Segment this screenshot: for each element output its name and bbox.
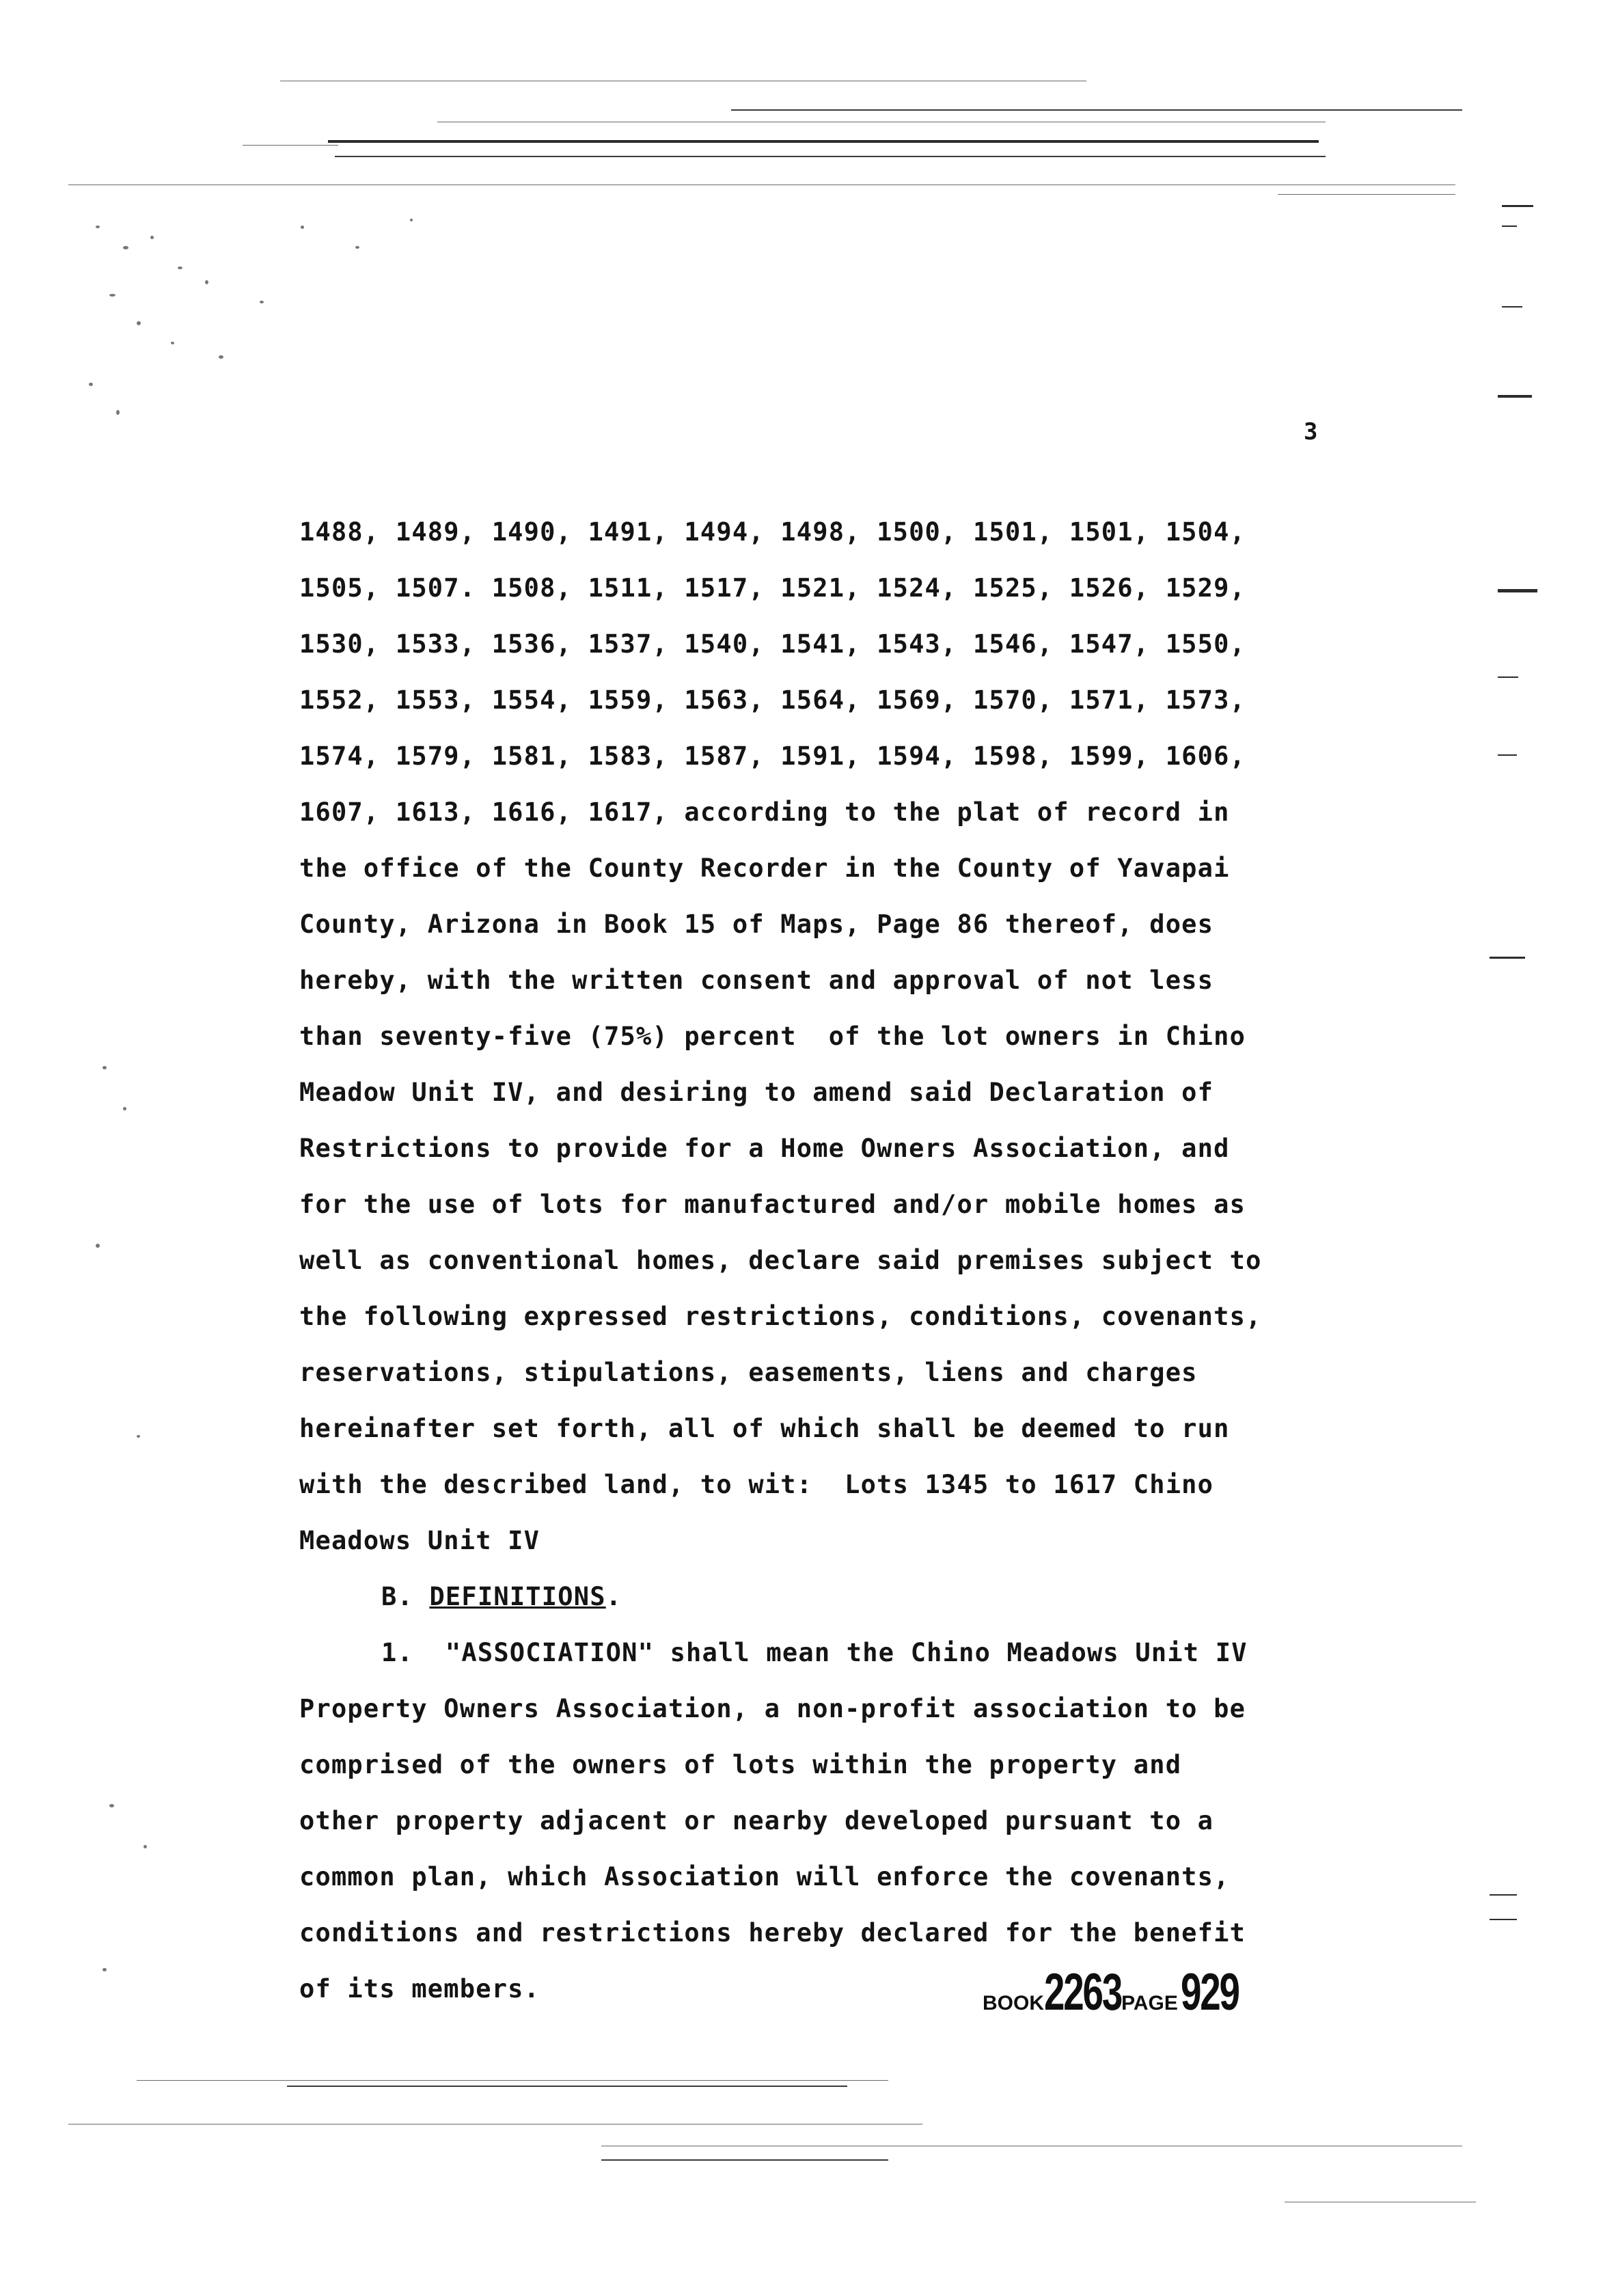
scan-rule bbox=[1278, 194, 1455, 195]
text-line: 1552, 1553, 1554, 1559, 1563, 1564, 1569, 1570, 1571, 1573, bbox=[299, 685, 1246, 715]
scan-speckle bbox=[89, 383, 93, 386]
body-text bbox=[299, 504, 1365, 2017]
definition-line: conditions and restrictions hereby declared for the benefit bbox=[299, 1918, 1246, 1948]
scan-speckle bbox=[116, 410, 120, 415]
definition-line: of its members. bbox=[299, 1974, 540, 2004]
scan-speckle bbox=[205, 280, 208, 284]
text-line: County, Arizona in Book 15 of Maps, Page 86 thereof, does bbox=[299, 910, 1214, 939]
section-trailing: . bbox=[605, 1582, 622, 1611]
book-page-stamp bbox=[983, 1963, 1261, 2022]
scan-speckle bbox=[143, 1845, 147, 1848]
text-line: 1574, 1579, 1581, 1583, 1587, 1591, 1594, 1598, 1599, 1606, bbox=[299, 741, 1246, 771]
scan-speckle bbox=[137, 1435, 140, 1438]
text-line: with the described land, to wit: Lots 1345 to 1617 Chino bbox=[299, 1470, 1214, 1499]
scan-mark bbox=[1490, 957, 1525, 959]
scan-rule bbox=[137, 2080, 888, 2081]
scan-speckle bbox=[123, 246, 128, 249]
text-line: Meadow Unit IV, and desiring to amend said Declaration of bbox=[299, 1078, 1214, 1107]
scan-speckle bbox=[123, 1107, 126, 1110]
definition-line: other property adjacent or nearby developed pursuant to a bbox=[299, 1806, 1214, 1835]
scan-speckle bbox=[102, 1066, 107, 1069]
section-letter: B. bbox=[381, 1582, 413, 1611]
scan-mark bbox=[1502, 226, 1517, 227]
definition-line: 1. "ASSOCIATION" shall mean the Chino Meadows Unit IV bbox=[381, 1638, 1248, 1667]
book-label: BOOK bbox=[983, 1992, 1044, 2014]
section-label: DEFINITIONS bbox=[429, 1582, 606, 1611]
text-line: 1530, 1533, 1536, 1537, 1540, 1541, 1543, 1546, 1547, 1550, bbox=[299, 629, 1246, 659]
scan-mark bbox=[1502, 306, 1522, 308]
scan-speckle bbox=[96, 226, 100, 228]
section-heading bbox=[299, 1569, 1365, 1625]
text-line: the following expressed restrictions, conditions, covenants, bbox=[299, 1302, 1262, 1331]
scan-mark bbox=[1498, 589, 1537, 592]
scan-speckle bbox=[260, 301, 264, 303]
text-line: well as conventional homes, declare said premises subject to bbox=[299, 1246, 1262, 1275]
scan-speckle bbox=[150, 236, 154, 239]
scan-rule bbox=[335, 156, 1326, 157]
page-stamp-number: 929 bbox=[1180, 1963, 1239, 2021]
text-line: 1607, 1613, 1616, 1617, according to the plat of record in bbox=[299, 797, 1230, 827]
scan-rule bbox=[601, 2159, 888, 2161]
text-line: for the use of lots for manufactured and/or mobile homes as bbox=[299, 1190, 1246, 1219]
scan-speckle bbox=[219, 355, 223, 359]
text-line: 1488, 1489, 1490, 1491, 1494, 1498, 1500, 1501, 1501, 1504, bbox=[299, 517, 1246, 547]
scan-speckle bbox=[410, 219, 413, 221]
scan-mark bbox=[1498, 676, 1518, 678]
scan-speckle bbox=[109, 1804, 114, 1807]
scan-mark bbox=[1490, 1919, 1517, 1920]
scan-speckle bbox=[102, 1968, 107, 1971]
scan-speckle bbox=[355, 246, 359, 249]
scan-rule bbox=[68, 184, 1455, 185]
definition-line: Property Owners Association, a non-profit association to be bbox=[299, 1694, 1246, 1723]
scan-speckle bbox=[137, 321, 141, 325]
scan-rule bbox=[328, 140, 1319, 143]
scan-mark bbox=[1498, 754, 1517, 756]
scan-mark bbox=[1498, 395, 1532, 398]
scan-mark bbox=[1502, 205, 1533, 207]
scan-rule bbox=[287, 2086, 847, 2087]
text-line: hereinafter set forth, all of which shall be deemed to run bbox=[299, 1414, 1230, 1443]
scan-speckle bbox=[109, 294, 115, 297]
scan-speckle bbox=[301, 226, 304, 229]
text-line: hereby, with the written consent and approval of not less bbox=[299, 966, 1214, 995]
definition-line: common plan, which Association will enforce the covenants, bbox=[299, 1862, 1230, 1891]
text-line: Restrictions to provide for a Home Owners Association, and bbox=[299, 1134, 1230, 1163]
scan-rule bbox=[243, 145, 338, 146]
text-line: reservations, stipulations, easements, liens and charges bbox=[299, 1358, 1198, 1387]
scan-mark bbox=[1490, 1894, 1517, 1896]
definition-line: comprised of the owners of lots within the property and bbox=[299, 1750, 1182, 1779]
text-line: Meadows Unit IV bbox=[299, 1526, 540, 1555]
text-line: than seventy-five (75%) percent of the lot owners in Chino bbox=[299, 1022, 1246, 1051]
scan-speckle bbox=[96, 1244, 100, 1248]
scan-speckle bbox=[171, 342, 174, 344]
page-number: 3 bbox=[1304, 418, 1318, 446]
text-line: 1505, 1507. 1508, 1511, 1517, 1521, 1524, 1525, 1526, 1529, bbox=[299, 573, 1246, 603]
page-label: PAGE bbox=[1121, 1992, 1178, 2014]
book-number: 2263 bbox=[1044, 1963, 1122, 2021]
text-line: the office of the County Recorder in the County of Yavapai bbox=[299, 853, 1230, 883]
scan-rule bbox=[731, 109, 1462, 111]
scan-speckle bbox=[178, 266, 182, 269]
